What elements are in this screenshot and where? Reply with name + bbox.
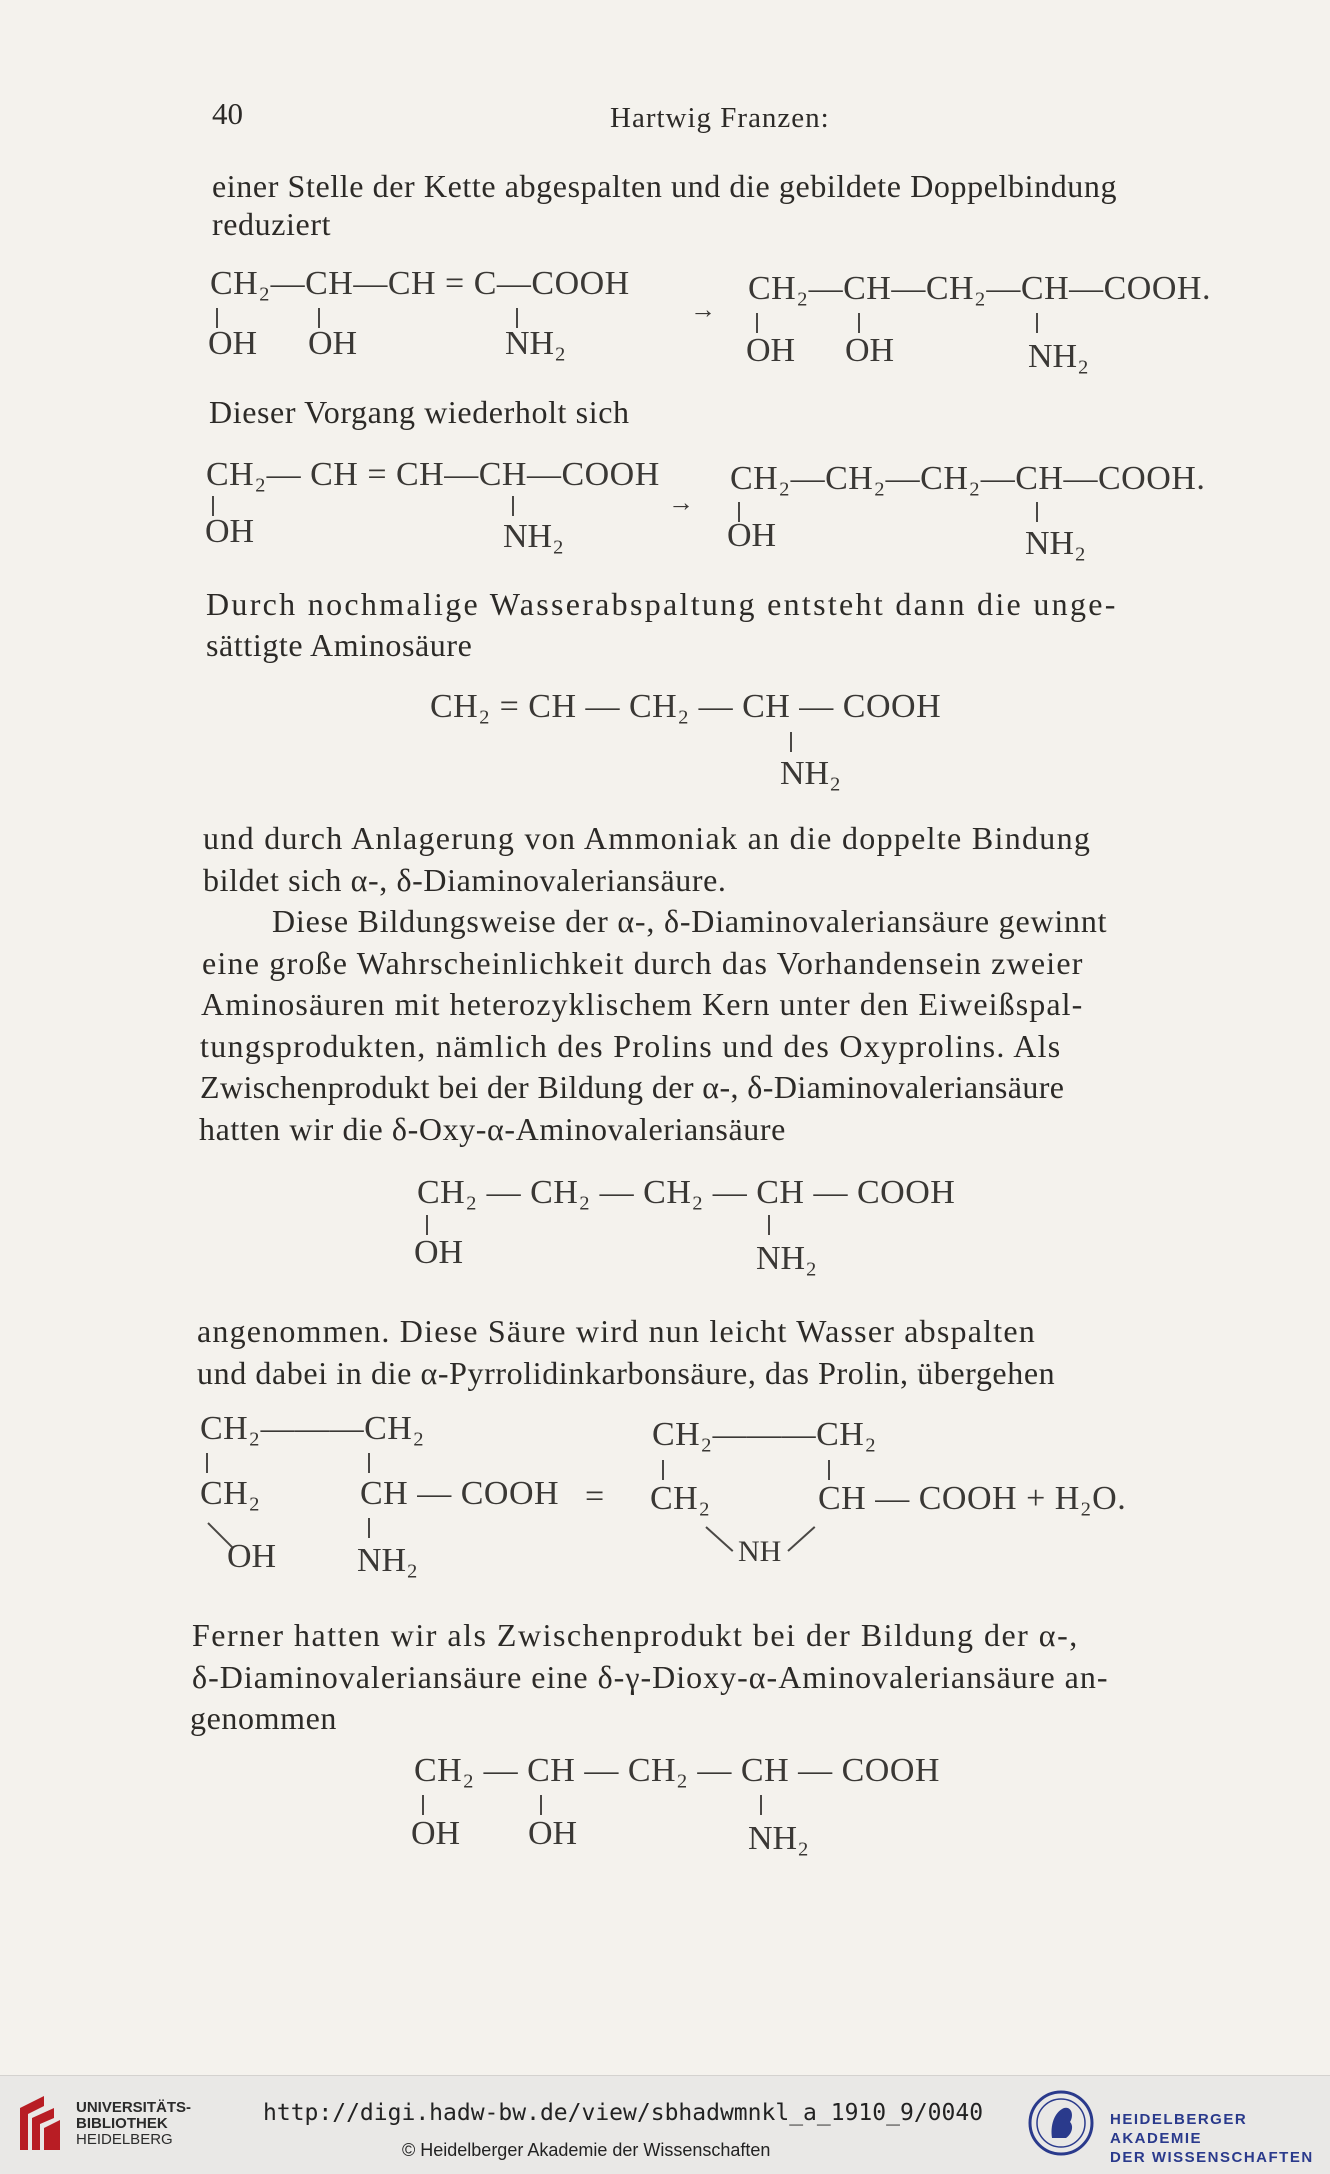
formula-1-left: CH₂—CH—CH = C—COOH [210, 265, 630, 302]
text-line: Diese Bildungsweise der α-, δ-Diaminovaleriansäure gewinnt [272, 903, 1108, 939]
text-line: bildet sich α-, δ-Diaminovaleriansäure. [203, 862, 727, 898]
text-line: und durch Anlagerung von Ammoniak an die doppelte Bindung [203, 820, 1092, 856]
page-number: 40 [212, 96, 243, 131]
formula-sub: NH₂ [357, 1542, 418, 1579]
formula-5-right-mid: CH₂ [650, 1480, 711, 1517]
formula-sub: NH₂ [748, 1820, 809, 1857]
formula-sub: NH₂ [1025, 525, 1086, 562]
text-line: genommen [190, 1700, 337, 1736]
bond [1036, 313, 1038, 333]
formula-sub: OH [528, 1815, 578, 1852]
formula-5-right-mid-right: CH — COOH + H₂O. [818, 1480, 1127, 1517]
bond [790, 732, 792, 752]
text-line: Ferner hatten wir als Zwischenprodukt bei der Bildung der α-, [192, 1617, 1079, 1653]
bond [858, 313, 860, 333]
formula-5-left-mid: CH₂ [200, 1475, 261, 1512]
bond [368, 1518, 370, 1538]
formula-sub: OH [208, 325, 258, 362]
bond [368, 1453, 370, 1473]
hadw-logo-text [1110, 2110, 1330, 2167]
text-line: reduziert [212, 206, 332, 242]
formula-sub: OH [845, 332, 895, 369]
formula-sub: NH₂ [780, 755, 841, 792]
running-title: Hartwig Franzen: [610, 102, 830, 134]
text-line: Durch nochmalige Wasserabspaltung entsteht dann die unge- [206, 586, 1118, 622]
source-url-link[interactable]: http://digi.hadw-bw.de/view/sbhadwmnkl_a_1910_9/0040 [263, 2100, 984, 2126]
formula-sub: NH₂ [503, 518, 564, 555]
formula-5-left-mid-right: CH — COOH [360, 1475, 560, 1512]
text-line: Aminosäuren mit heterozyklischem Kern unter den Eiweißspal- [201, 986, 1084, 1022]
formula-4: CH₂ — CH₂ — CH₂ — CH — COOH [417, 1174, 956, 1211]
hadw-seal-icon [1028, 2090, 1094, 2156]
formula-2-left: CH₂— CH = CH—CH—COOH [206, 456, 660, 493]
hadw-line-1: HEIDELBERGER AKADEMIE [1110, 2111, 1248, 2147]
copyright-notice: © Heidelberger Akademie der Wissenschaften [402, 2140, 771, 2160]
bond [540, 1795, 542, 1815]
reaction-arrow: → [668, 488, 695, 517]
formula-sub: OH [414, 1234, 464, 1271]
ub-heidelberg-logo-icon [14, 2090, 64, 2160]
formula-sub: NH₂ [505, 325, 566, 362]
formula-sub: OH [727, 517, 777, 554]
text-line: angenommen. Diese Säure wird nun leicht Wasser abspalten [197, 1313, 1036, 1349]
text-line: einer Stelle der Kette abgespalten und die gebildete Doppelbindung [212, 168, 1118, 204]
text-line: δ-Diaminovaleriansäure eine δ-γ-Dioxy-α-Aminovaleriansäure an- [192, 1659, 1109, 1695]
formula-sub: NH [738, 1535, 782, 1568]
formula-5-right-top: CH₂———CH₂ [652, 1416, 877, 1453]
formula-1-right: CH₂—CH—CH₂—CH—COOH. [748, 270, 1211, 307]
formula-5-left-top: CH₂———CH₂ [200, 1410, 425, 1447]
text-line: eine große Wahrscheinlichkeit durch das Vorhandensein zweier [202, 945, 1084, 981]
bond [426, 1215, 428, 1235]
text-line: hatten wir die δ-Oxy-α-Aminovaleriansäure [199, 1111, 786, 1147]
formula-sub: NH₂ [756, 1240, 817, 1277]
hadw-line-2: DER WISSENSCHAFTEN [1110, 2149, 1314, 2166]
bond [1036, 502, 1038, 522]
bond [828, 1460, 830, 1480]
text-line: Dieser Vorgang wiederholt sich [209, 394, 630, 430]
bond [512, 496, 514, 516]
text-line: Zwischenprodukt bei der Bildung der α-, δ-Diaminovaleriansäure [200, 1069, 1065, 1105]
text-line: sättigte Aminosäure [206, 627, 473, 663]
bond [768, 1215, 770, 1235]
bond [760, 1795, 762, 1815]
formula-3: CH₂ = CH — CH₂ — CH — COOH [430, 688, 942, 725]
ub-logo-text [76, 2100, 191, 2148]
ub-line-2: BIBLIOTHEK [76, 2115, 168, 2132]
formula-sub: OH [308, 325, 358, 362]
formula-sub: NH₂ [1028, 338, 1089, 375]
bond [662, 1460, 664, 1480]
formula-sub: OH [205, 513, 255, 550]
ub-line-1: UNIVERSITÄTS- [76, 2099, 192, 2116]
bond [705, 1526, 733, 1552]
reaction-arrow: → [690, 295, 717, 324]
bond [206, 1453, 208, 1473]
formula-sub: OH [411, 1815, 461, 1852]
bond [422, 1795, 424, 1815]
bond [756, 313, 758, 333]
formula-sub: OH [227, 1538, 277, 1575]
formula-sub: OH [746, 332, 796, 369]
ub-line-3: HEIDELBERG [76, 2131, 173, 2148]
formula-6: CH₂ — CH — CH₂ — CH — COOH [414, 1752, 940, 1789]
formula-2-right: CH₂—CH₂—CH₂—CH—COOH. [730, 460, 1206, 497]
bond [787, 1526, 815, 1552]
text-line: und dabei in die α-Pyrrolidinkarbonsäure, das Prolin, übergehen [197, 1355, 1056, 1391]
equals-sign: = [585, 1478, 605, 1515]
text-line: tungsprodukten, nämlich des Prolins und des Oxyprolins. Als [200, 1028, 1062, 1064]
